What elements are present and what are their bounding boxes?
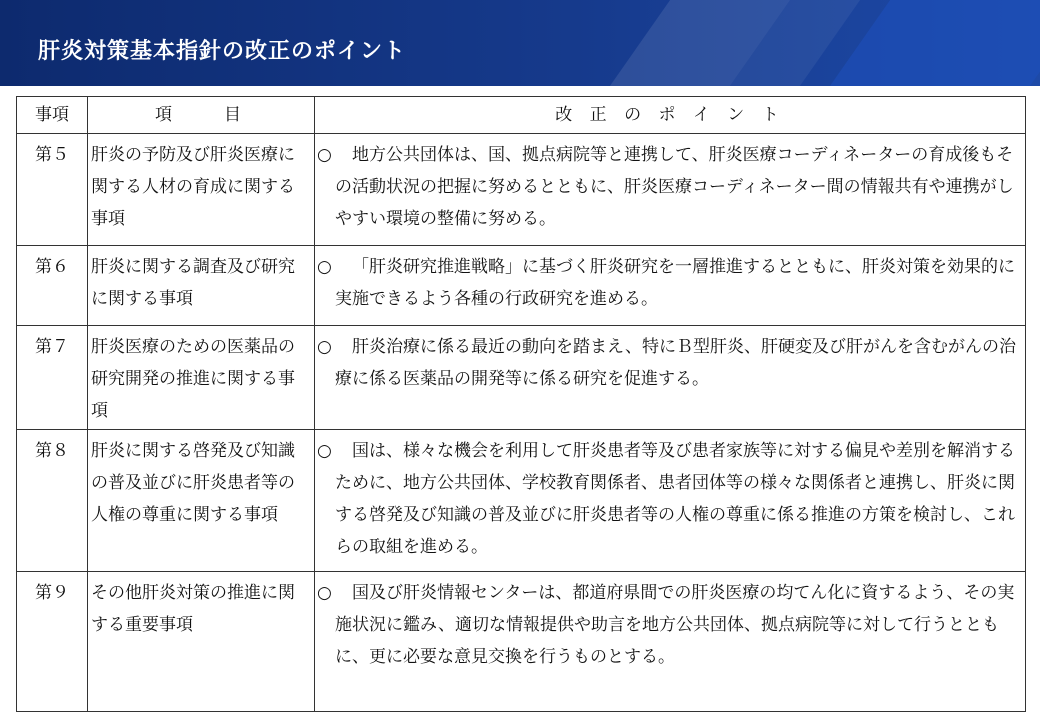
table-row: [17, 134, 1026, 246]
row-item: 肝炎に関する啓発及び知識の普及並びに肝炎患者等の人権の尊重に関する事項: [88, 430, 315, 572]
row-item: その他肝炎対策の推進に関する重要事項: [88, 572, 315, 712]
circle-bullet: ○: [317, 145, 332, 165]
point-text: 国は、様々な機会を利用して肝炎患者等及び患者家族等に対する偏見や差別を解消するために、地方公共団体、学校教育関係者、患者団体等の様々な関係者と連携し、肝炎に関する啓発及び知識の普及並びに肝炎患者等の人権の尊重に係る推進の方策を検討し、これらの取組を進める。: [335, 441, 1015, 557]
point-text: 国及び肝炎情報センターは、都道府県間での肝炎医療の均てん化に資するよう、その実施状況に鑑み、適切な情報提供や助言を地方公共団体、拠点病院等に対して行うとともに、更に必要な意見交換を行うものとする。: [335, 583, 1015, 667]
revision-points-table: [16, 96, 1026, 712]
table-row: [17, 246, 1026, 326]
table-row: [17, 326, 1026, 430]
page-title: 肝炎対策基本指針の改正のポイント: [38, 39, 407, 64]
table-header-row: [17, 97, 1026, 134]
row-number: 第６: [17, 246, 88, 326]
column-header-number: 事項: [17, 97, 88, 134]
row-item: 肝炎の予防及び肝炎医療に関する人材の育成に関する事項: [88, 134, 315, 246]
table-row: [17, 572, 1026, 712]
row-point: [315, 326, 1026, 430]
column-header-item: 項 目: [88, 97, 315, 134]
header-banner: [0, 0, 1040, 86]
table-row: [17, 430, 1026, 572]
circle-bullet: ○: [317, 337, 332, 357]
row-number: 第５: [17, 134, 88, 246]
row-item: 肝炎医療のための医薬品の研究開発の推進に関する事項: [88, 326, 315, 430]
point-text: 「肝炎研究推進戦略」に基づく肝炎研究を一層推進するとともに、肝炎対策を効果的に実施できるよう各種の行政研究を進める。: [335, 257, 1015, 309]
column-header-points: 改 正 の ポ イ ン ト: [315, 97, 1026, 134]
row-number: 第８: [17, 430, 88, 572]
decorative-stripe: [830, 0, 1040, 86]
row-point: [315, 430, 1026, 572]
point-text: 地方公共団体は、国、拠点病院等と連携して、肝炎医療コーディネーターの育成後もその活動状況の把握に努めるとともに、肝炎医療コーディネーター間の情報共有や連携がしやすい環境の整備に努める。: [335, 145, 1014, 229]
circle-bullet: ○: [317, 441, 332, 461]
circle-bullet: ○: [317, 257, 332, 277]
row-point: [315, 134, 1026, 246]
row-point: [315, 572, 1026, 712]
row-item: 肝炎に関する調査及び研究に関する事項: [88, 246, 315, 326]
row-point: [315, 246, 1026, 326]
row-number: 第７: [17, 326, 88, 430]
point-text: 肝炎治療に係る最近の動向を踏まえ、特にＢ型肝炎、肝硬変及び肝がんを含むがんの治療に係る医薬品の開発等に係る研究を促進する。: [335, 337, 1017, 389]
circle-bullet: ○: [317, 583, 332, 603]
row-number: 第９: [17, 572, 88, 712]
